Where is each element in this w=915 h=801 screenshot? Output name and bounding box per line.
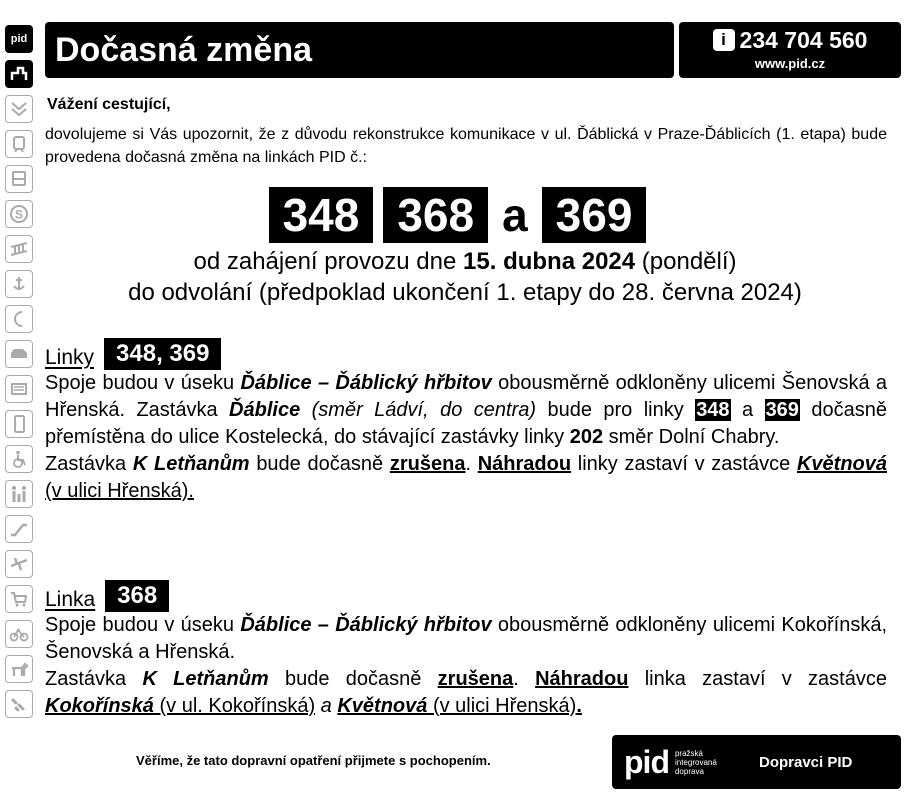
lines-conjunction: a: [502, 189, 528, 241]
replacement-label: Náhradou: [477, 453, 572, 475]
dog-icon: [5, 655, 33, 683]
inline-line-348: 348: [696, 399, 730, 421]
end-info: do odvolání (předpoklad ukončení 1. etapy do 28. června 2024): [128, 279, 802, 306]
car-icon: [5, 340, 33, 368]
cart-icon: [5, 585, 33, 613]
section-lines: 368: [105, 580, 169, 612]
train-icon: [5, 130, 33, 158]
pid-logo-icon: pid: [5, 25, 33, 53]
walk-icon: [5, 690, 33, 718]
ticket-icon: [5, 375, 33, 403]
section-1-text: Spoje budou v úseku Ďáblice – Ďáblický hřbitov obousměrně odkloněny ulicemi Šenovská a Hřenská. Zastávka Ďáblice (směr Ládví, do centra) bude pro linky 348 a 369 dočasně přemístěna do ulice Kostelecká, do stávající zastávky linky 202 směr Dolní Chabry. Zastávka K Letňanům bude dočasně zrušena. Náhradou linky zastaví v zastávce Květnová (v ulici Hřenská).: [45, 372, 888, 502]
date-prefix: od zahájení provozu dne: [193, 248, 457, 275]
start-date: 15. dubna 2024: [463, 248, 636, 275]
stop-kvetnova: Květnová: [337, 695, 428, 717]
cancelled-label: zrušena: [389, 453, 466, 475]
line-badge-369: 369: [542, 187, 647, 243]
mode-icon-sidebar: [5, 25, 37, 725]
escalator-icon: [5, 515, 33, 543]
line-badge-348: 348: [269, 187, 374, 243]
page-title: Dočasná změna: [45, 22, 674, 78]
mobile-icon: [5, 410, 33, 438]
night-icon: [5, 305, 33, 333]
info-box: [679, 22, 901, 78]
affected-lines: [0, 187, 915, 243]
validity-dates: [0, 246, 915, 308]
info-website: www.pid.cz: [754, 56, 826, 71]
svg-text:S: S: [14, 207, 24, 222]
intro-text: dovolujeme si Vás upozornit, že z důvodu rekonstrukce komunikace v ul. Ďáblická v Praze-Ďáblicích (1. etapa) bude provedena dočasná změna na linkách PID č.:: [45, 126, 887, 166]
stop-dablice: Ďáblice: [229, 399, 301, 421]
inline-line-369: 369: [765, 399, 799, 421]
greeting: Vážení cestující,: [47, 96, 171, 113]
section-label: Linky: [45, 346, 95, 369]
family-icon: [5, 480, 33, 508]
replacement-label: Náhradou: [535, 668, 629, 690]
inline-line-202: 202: [569, 426, 604, 448]
route-segment: Ďáblice – Ďáblický hřbitov: [240, 372, 492, 394]
footer-branding: [612, 735, 901, 789]
info-icon: i: [713, 29, 735, 51]
section-heading-368: [45, 580, 169, 612]
bicycle-icon: [5, 620, 33, 648]
plane-icon: [5, 550, 33, 578]
start-weekday: (pondělí): [641, 248, 737, 275]
line-badge-368: 368: [383, 187, 488, 243]
tram-icon: [5, 60, 33, 88]
section-lines: 348, 369: [104, 338, 221, 370]
metro-icon: [5, 95, 33, 123]
stop-kvetnova: Květnová: [796, 453, 887, 475]
wheelchair-icon: [5, 445, 33, 473]
pid-logo: pid: [624, 744, 669, 780]
section-2-text: Spoje budou v úseku Ďáblice – Ďáblický hřbitov obousměrně odkloněny ulicemi Kokořínská, Šenovská a Hřenská. Zastávka K Letňanům bude dočasně zrušena. Náhradou linka zastaví v zastávce Kokořínská (v ul. Kokořínská) a Květnová (v ulici Hřenská).: [45, 614, 888, 717]
route-segment: Ďáblice – Ďáblický hřbitov: [240, 614, 492, 636]
stop-dablice-direction: (směr Ládví, do centra): [311, 399, 537, 421]
stop-kokorinska: Kokořínská: [45, 695, 154, 717]
stop-kokorinska-location: (v ul. Kokořínská): [159, 695, 316, 717]
info-phone: 234 704 560: [739, 27, 868, 53]
footer-message: Věříme, že tato dopravní opatření přijmete s pochopením.: [136, 753, 491, 768]
stop-k-letnanum: K Letňanům: [142, 668, 269, 690]
carriers-label: Dopravci PID: [758, 753, 853, 771]
stop-kvetnova-location: (v ulici Hřenská): [432, 695, 577, 717]
stop-k-letnanum: K Letňanům: [132, 453, 250, 475]
pid-logo-subtitle: pražská integrovaná doprava: [674, 748, 717, 776]
section-label: Linka: [45, 588, 96, 611]
stop-kvetnova-location: (v ulici Hřenská): [45, 480, 189, 502]
section-heading-348-369: [45, 338, 221, 370]
cancelled-label: zrušena: [437, 668, 514, 690]
